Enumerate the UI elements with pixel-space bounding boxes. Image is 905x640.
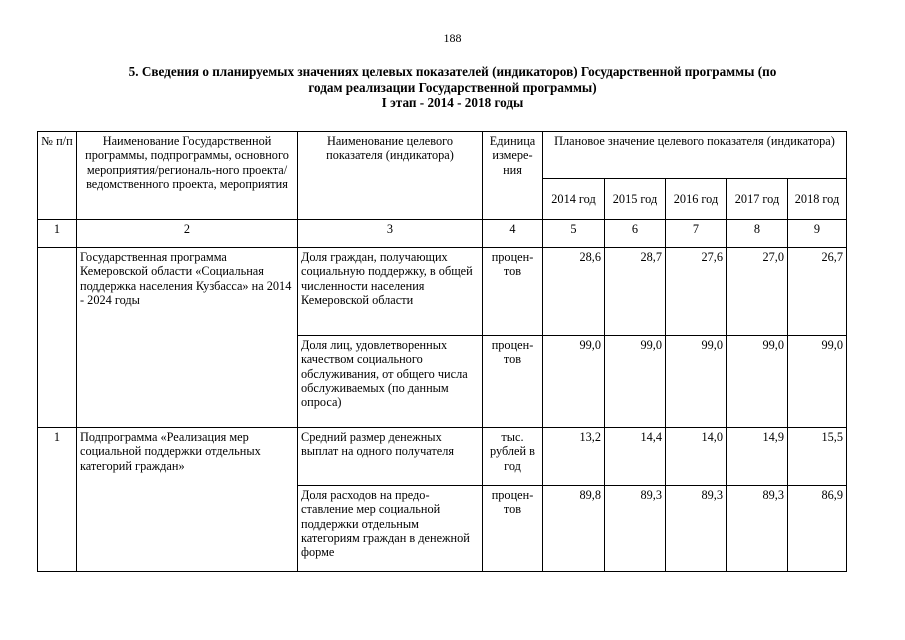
header-planned-value: Плановое значение целевого показателя (индикатора) (543, 132, 847, 179)
column-numbers-row (38, 220, 847, 248)
header-year: 2016 год (666, 179, 727, 220)
column-number: 1 (38, 220, 77, 248)
indicators-table (37, 131, 847, 572)
table-row (38, 428, 847, 486)
indicator-name: Доля лиц, удовлетворенных качеством социального обслуживания, от общего числа обслуживаемых (по данным опроса) (298, 336, 483, 428)
column-number: 7 (666, 220, 727, 248)
column-number: 8 (727, 220, 788, 248)
header-row (38, 132, 847, 179)
program-name: Государственная программа Кемеровской области «Социальная поддержка населения Кузбасса» на 2014 - 2024 годы (77, 248, 298, 428)
indicator-value: 15,5 (788, 428, 847, 486)
indicator-value: 14,4 (605, 428, 666, 486)
header-year: 2015 год (605, 179, 666, 220)
title-line-2: годам реализации Государственной программы) (308, 79, 597, 95)
column-number: 5 (543, 220, 605, 248)
title-line-3: I этап - 2014 - 2018 годы (381, 95, 524, 110)
header-num: № п/п (38, 132, 77, 220)
program-name: Подпрограмма «Реализация мер социальной поддержки отдельных категорий граждан» (77, 428, 298, 572)
indicator-value: 27,6 (666, 248, 727, 336)
indicator-value: 89,3 (605, 486, 666, 572)
document-title (40, 64, 865, 111)
indicator-unit: процен-тов (483, 336, 543, 428)
indicator-value: 27,0 (727, 248, 788, 336)
indicator-value: 89,3 (727, 486, 788, 572)
page-number: 188 (443, 31, 462, 45)
title-line-1: 5. Сведения о планируемых значениях целевых показателей (индикаторов) Государственной программы (по (128, 64, 777, 79)
indicator-value: 99,0 (543, 336, 605, 428)
indicator-value: 99,0 (605, 336, 666, 428)
indicator-unit: тыс. рублей в год (483, 428, 543, 486)
header-year: 2018 год (788, 179, 847, 220)
indicator-value: 86,9 (788, 486, 847, 572)
indicator-value: 26,7 (788, 248, 847, 336)
header-year: 2017 год (727, 179, 788, 220)
indicator-unit: процен-тов (483, 486, 543, 572)
column-number: 3 (298, 220, 483, 248)
indicator-value: 28,6 (543, 248, 605, 336)
indicator-value: 89,8 (543, 486, 605, 572)
row-num: 1 (38, 428, 77, 572)
header-program: Наименование Государственной программы, подпрограммы, основного мероприятия/региональ-ного проекта/ведомственного проекта, мероприятия (77, 132, 298, 220)
indicator-value: 99,0 (727, 336, 788, 428)
indicator-value: 14,9 (727, 428, 788, 486)
header-unit: Единица измере-ния (483, 132, 543, 220)
indicator-value: 28,7 (605, 248, 666, 336)
indicator-name: Доля граждан, получающих социальную поддержку, в общей численности населения Кемеровской области (298, 248, 483, 336)
indicator-unit: процен-тов (483, 248, 543, 336)
indicator-value: 89,3 (666, 486, 727, 572)
column-number: 2 (77, 220, 298, 248)
indicator-name: Доля расходов на предо-ставление мер социальной поддержки отдельным категориям граждан в денежной форме (298, 486, 483, 572)
row-num (38, 248, 77, 428)
header-indicator: Наименование целевого показателя (индикатора) (298, 132, 483, 220)
header-year: 2014 год (543, 179, 605, 220)
indicator-name: Средний размер денежных выплат на одного получателя (298, 428, 483, 486)
column-number: 4 (483, 220, 543, 248)
column-number: 9 (788, 220, 847, 248)
indicator-value: 13,2 (543, 428, 605, 486)
column-number: 6 (605, 220, 666, 248)
table-row (38, 248, 847, 336)
indicator-value: 99,0 (788, 336, 847, 428)
indicator-value: 99,0 (666, 336, 727, 428)
indicator-value: 14,0 (666, 428, 727, 486)
